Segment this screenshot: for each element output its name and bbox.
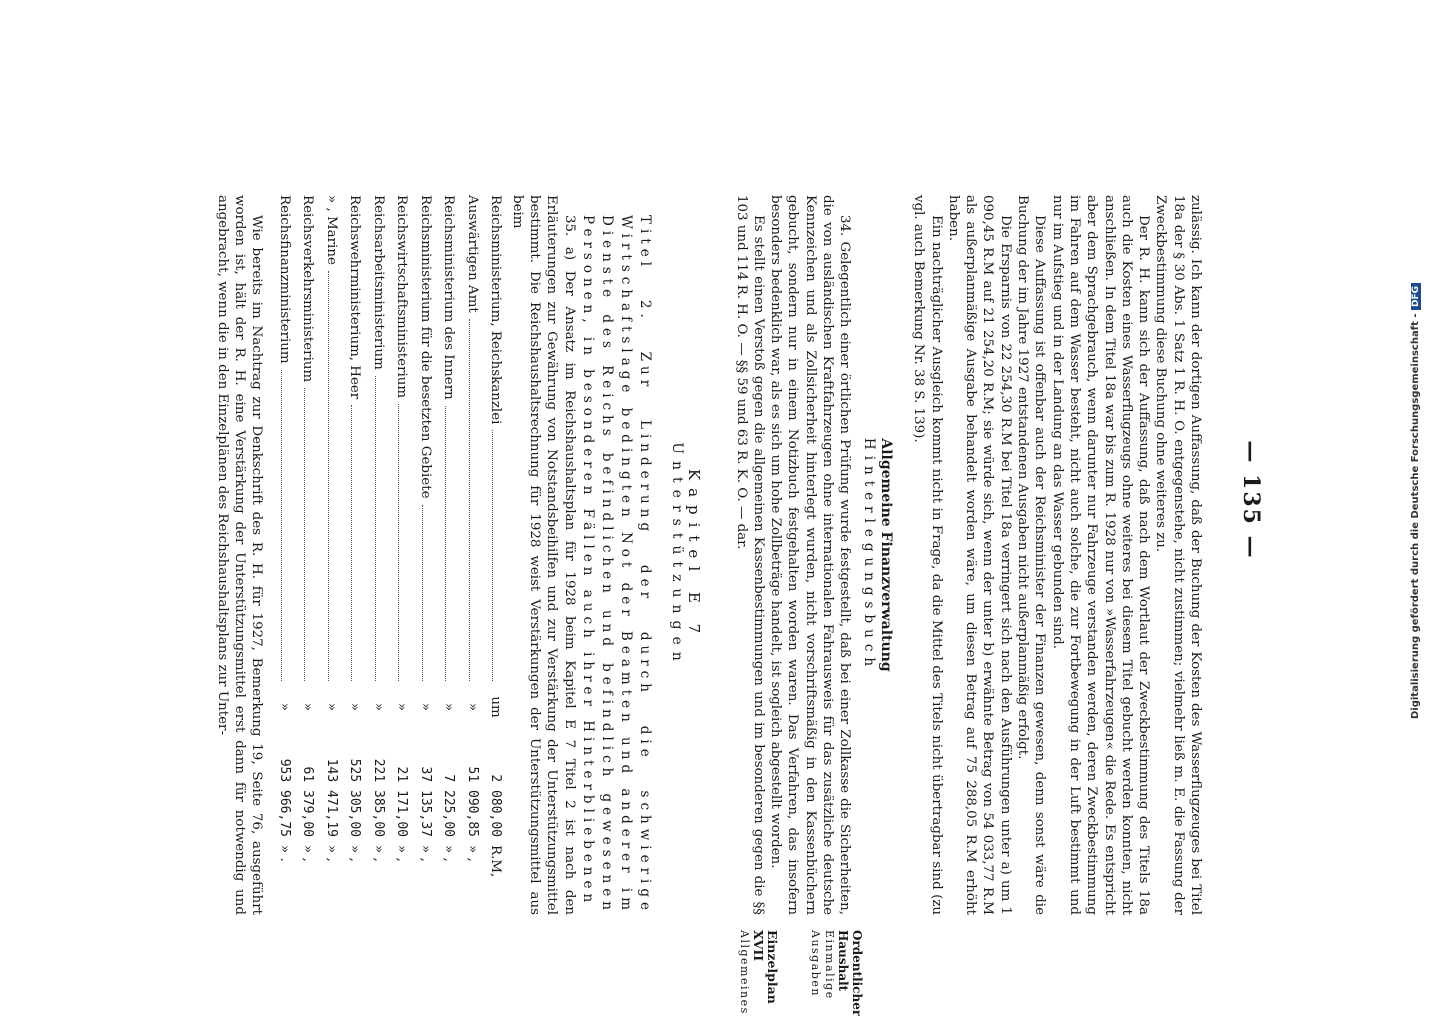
amount-row-value: 37 135,37 — [418, 766, 433, 837]
amount-row — [411, 195, 435, 915]
digitization-credit-text: Digitalisierung gefördert durch die Deutsche Forschungsgemeinschaft - — [1410, 313, 1421, 720]
amount-row-leader — [399, 404, 410, 681]
margin-note-line-3: Einmalige — [823, 930, 836, 1000]
amount-row-prefix: » — [300, 702, 316, 712]
chapter-subtitle: Unterstützungen — [668, 442, 685, 668]
amount-row-prefix: » — [465, 702, 480, 712]
amount-row-label: Reichswirtschaftsministerium — [394, 195, 410, 399]
amount-row-value: 953 966,75 — [277, 758, 292, 837]
intro-paragraph-5: Ein nachträglicher Ausgleich kommt nicht in Frage, da die Mittel des Titels nicht übertragbar sind (zu vgl. auch Bemerkung Nr. 38 S. 139). — [911, 195, 944, 915]
amount-row-value: 21 171,00 — [394, 766, 410, 837]
amount-row-unit: » , — [324, 845, 339, 862]
margin-note-line-4: Ausgaben — [809, 930, 822, 997]
paragraph-34: 34. Gelegentlich einer örtlichen Prüfung wurde festgestellt, daß bei einer Zollkasse die Sicherheiten, die von ausländischen Kraftfahrzeugen ohne internationalen Fahrausweis für das zusätzliche deutsche Kennzeichen und als Zollsicherheit hinterlegt wurden, nicht vorschriftsmäßig in den Kassenbüchern gebucht, sondern nur in einem Notizbuch festgehalten worden waren. Das Verfahren, das insofern besonders bedenklich war, als es sich um hohe Zollbeträge handelt, ist sogleich abgestellt worden. — [768, 195, 853, 915]
amount-row-unit: » , — [394, 845, 410, 862]
amount-row — [317, 195, 341, 915]
section-title: Allgemeine Finanzverwaltung — [877, 438, 894, 672]
section-subtitle: Hinterlegungsbuch — [860, 437, 877, 673]
amount-row-value: 221 385,00 — [371, 758, 386, 837]
amount-row-prefix: um — [488, 696, 504, 718]
amount-row-unit: » , — [347, 845, 363, 862]
amount-row-value: 2 080,00 — [488, 774, 504, 837]
margin-note-line-1: Ordentlicher — [850, 930, 864, 1016]
dfg-logo: DFG — [1411, 283, 1421, 310]
amount-row-label: Reichsministerium, Reichskanzlei — [488, 195, 504, 425]
amount-row — [481, 195, 505, 915]
amount-row — [340, 195, 364, 915]
amount-row — [293, 195, 317, 915]
paragraph-34-continued: Es stellt einen Verstoß gegen die allgemeinen Kassenbestimmungen und im besonderen gegen die §§ 103 und 114 R. H. O. — §§ 59 und 63 R. K. O. — dar. — [733, 195, 766, 915]
amount-row-label: Auswärtigen Amt — [465, 195, 480, 313]
amount-row-value: 525 305,00 — [347, 758, 363, 837]
amount-row-unit: » , — [371, 845, 386, 862]
margin-note-haushalt — [808, 930, 864, 1016]
page-number: — 135 — — [1238, 440, 1264, 560]
amount-row-leader — [469, 319, 480, 681]
amount-row-value: 61 379,00 — [300, 766, 316, 837]
amount-row-label: Reichsverkehrsministerium — [300, 195, 316, 383]
margin-note-einzelplan-title: Einzelplan XVII — [751, 930, 780, 1004]
margin-note-line-2: Haushalt — [836, 930, 850, 992]
page-body — [214, 195, 1204, 915]
amount-row-unit: » , — [418, 845, 433, 862]
amount-row-leader — [328, 271, 339, 681]
titel-2-heading: Titel 2. Zur Linderung der durch die schwierige Wirtschaftslage bedingten Not der Beamten und anderer im Dienste des Reichs befindlichen und befindlich gewesenen Personen, in besonderen Fällen auch ihrer Hinterbliebenen — [579, 215, 653, 915]
chapter-title: Kapitel E 7 — [685, 468, 704, 642]
amount-row-leader — [352, 405, 363, 681]
amount-row-leader — [305, 388, 316, 681]
amount-row-value: 7 225,00 — [441, 774, 457, 837]
amount-row-label: » , Marine — [324, 195, 339, 265]
intro-paragraph-1: zulässig. Ich kann der dortigen Auffassung, daß der Buchung der Kosten des Wasserflugzeuges bei Titel 18a der § 30 Abs. 1 Satz 1 R. H. O. entgegenstehe, nicht zustimmen; vielmehr ließ m. E. die Fassung der Zweckbestimmung diese Buchung ohne weiteres zu. — [1153, 195, 1203, 915]
amount-row — [434, 195, 458, 915]
amount-row-prefix: » — [347, 702, 363, 712]
amount-row-unit: » , — [441, 845, 457, 862]
amount-row-prefix: » — [441, 702, 457, 712]
amount-row-prefix: » — [418, 702, 433, 712]
amount-row-prefix: » — [324, 702, 339, 712]
amount-row-unit: R.M, — [488, 845, 504, 878]
paragraph-35-continued: Wie bereits im Nachtrag zur Denkschrift des R. H. für 1927, Bemerkung 19, Seite 76, ausgeführt worden ist, hält der R. H. eine Verstärkung der Unterstützungsmittel erst dann für notwendig und angebracht, wenn die in den Einzelplänen des Reichshaushaltsplans zur Unter- — [214, 195, 265, 915]
amount-row-leader — [281, 370, 292, 681]
paragraph-35: 35. a) Der Ansatz im Reichshaushaltsplan für 1928 beim Kapitel E 7 Titel 2 ist nach den Erläuterungen zur Gewährung von Notstandsbeihilfen und zur Verstärkung der Unterstützungsmittel bestimmt. Die Reichshaushaltsrechnung für 1928 weist Verstärkungen der Unterstützungsmittel aus beim — [509, 195, 577, 915]
amount-row-unit: » , — [300, 845, 316, 862]
amount-row-prefix: » — [371, 702, 386, 712]
margin-note-einzelplan — [737, 930, 779, 1015]
amount-row-leader — [446, 406, 457, 681]
margin-note-einzelplan-sub: Allgemeines — [738, 930, 751, 1015]
amount-row-prefix: » — [394, 702, 410, 712]
intro-paragraph-4: Die Ersparnis von 22 254,30 R.M bei Titel 18a verringert sich nach den Ausführungen unter a) um 1 090,45 R.M auf 21 254,20 R.M; sie würde sich, wenn der unter b) erwähnte Betrag von 54 033,77 R.M als außerplanmäßige Ausgabe behandelt worden wäre, um diesen Betrag auf 75 288,05 R.M erhöht haben. — [945, 195, 1013, 915]
intro-paragraph-3: Diese Auffassung ist offenbar auch der Reichsminister der Finanzen gewesen, denn sonst wäre die Buchung der im Jahre 1927 entstandenen Ausgaben nicht außerplanmäßig erfolgt. — [1015, 195, 1048, 915]
amount-row-unit: » . — [277, 845, 292, 862]
amount-row — [387, 195, 411, 915]
amount-row-value: 51 090,85 — [465, 766, 480, 837]
amounts-list — [270, 195, 505, 915]
amount-row-prefix: » — [277, 702, 292, 712]
amount-row — [364, 195, 388, 915]
amount-row-label: Reichswehrministerium, Heer — [347, 195, 363, 400]
amount-row — [270, 195, 294, 915]
digitization-credit — [1410, 50, 1424, 950]
amount-row-value: 143 471,19 — [324, 758, 339, 837]
intro-paragraph-2: Der R. H. kann sich der Auffassung, daß nach dem Wortlaut der Zweckbestimmung des Titels 18a auch die Kosten eines Wasserflugzeugs ohne weiteres bei diesem Titel gebucht werden konnten, nicht anschließen. In dem Titel 18a war bis zum R. 1928 nur von »Wasserfahrzeugen« die Rede. Es entspricht aber dem Sprachgebrauch, wenn darunter nur Fahrzeuge verstanden werden, deren Zweckbestimmung im Fahren auf dem Wasser besteht, nicht auch solche, die zur Fortbewegung in der Luft bestimmt und nur im Aufstieg und in der Landung an das Wasser gebunden sind. — [1049, 195, 1152, 915]
rotated-document-page — [34, 0, 1334, 1016]
amount-row-leader — [422, 505, 433, 681]
amount-row — [458, 195, 482, 915]
amount-row-label: Reichsfinanzministerium — [277, 195, 292, 364]
amount-row-unit: » , — [465, 845, 480, 862]
amount-row-label: Reichsarbeitsministerium — [371, 195, 386, 370]
amount-row-leader — [493, 430, 504, 681]
amount-row-leader — [375, 376, 386, 681]
amount-row-label: Reichsministerium des Innern — [441, 195, 457, 400]
amount-row-label: Reichsministerium für die besetzten Gebiete — [418, 195, 433, 499]
